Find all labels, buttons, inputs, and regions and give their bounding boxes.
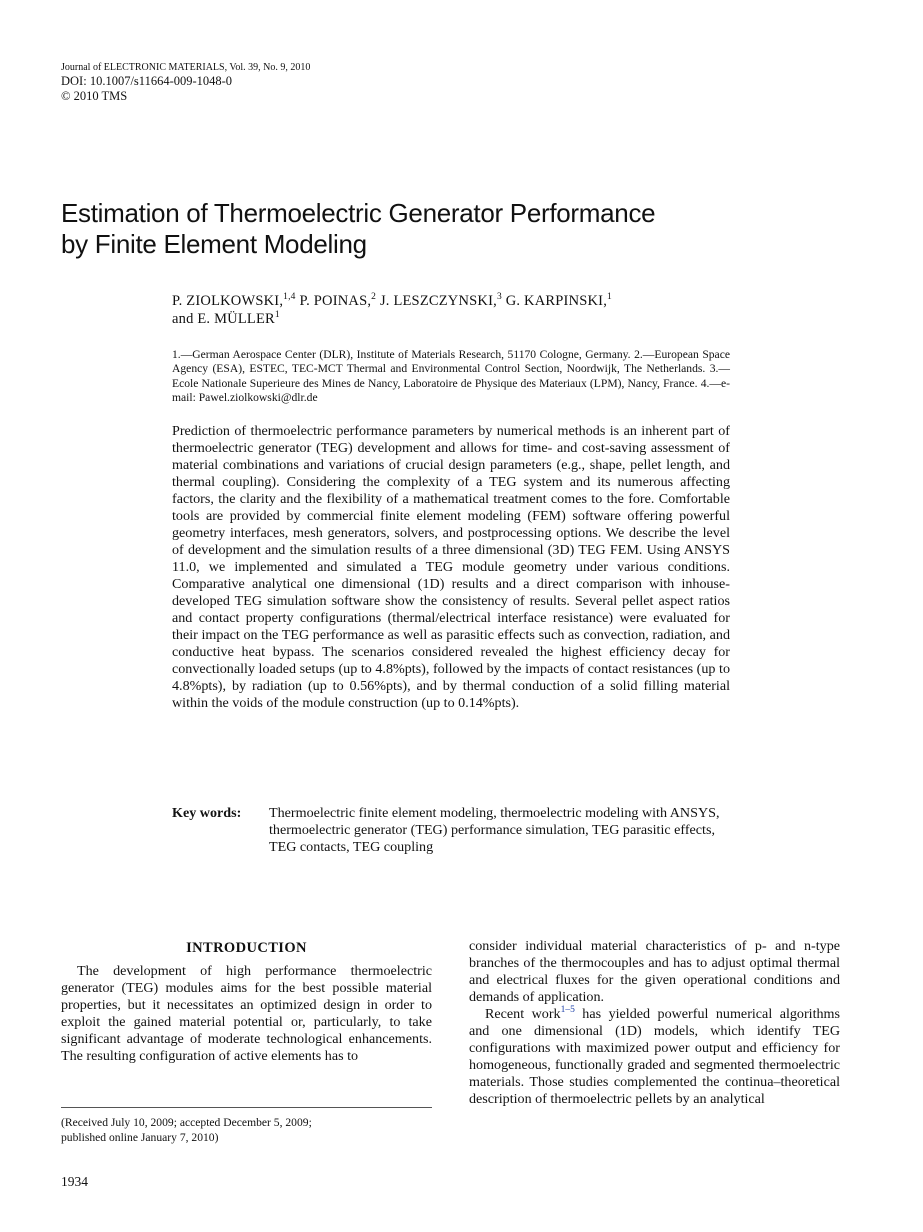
author-2: P. POINAS,$^2$ [299, 292, 377, 309]
intro-paragraph-3: Recent work$^{1-5}$ has yielded powerful numerical algorithms and one dimensional (1D) models, which identify TEG configurations with maximized power output and efficiency for homogeneous, functionally graded and segmented thermoelectric materials. Those studies complemented the continua–theoretical description of thermoelectric pellets by an analytical [469, 1005, 840, 1107]
intro-right-column [469, 938, 840, 1108]
keywords-text: Thermoelectric finite element modeling, thermoelectric modeling with ANSYS, thermoelectric generator (TEG) performance simulation, TEG parasitic effects, TEG contacts, TEG coupling [269, 805, 720, 855]
author-list [172, 292, 732, 328]
journal-header [61, 61, 310, 104]
author-3: J. LESZCZYNSKI,$^3$ [379, 292, 502, 309]
paper-title [61, 198, 781, 260]
author-1: P. ZIOLKOWSKI,$^{1,4}$ [172, 292, 296, 309]
intro-paragraph-1: The development of high performance thermoelectric generator (TEG) modules aims for the best possible material properties, but it necessitates an optimized design in order to exploit the gained material potential or, particularly, to take significant advantage of moderate technological enhancements. The resulting configuration of active elements has to [61, 963, 432, 1064]
doi-text: DOI: 10.1007/s11664-009-1048-0 [61, 74, 233, 88]
abstract: Prediction of thermoelectric performance parameters by numerical methods is an inherent part of thermoelectric generator (TEG) development and allows for time- and cost-saving assessment of material combinations and variations of crucial design parameters (e.g., shape, pellet length, and thermal coupling). Considering the complexity of a TEG system and its numerous affecting factors, the clarity and the flexibility of a mathematical treatment comes to the fore. Comfortable tools are provided by commercial finite element modeling (FEM) software offering powerful geometry interfaces, mesh generators, solvers, and postprocessing options. We describe the level of development and the simulation results of a three dimensional (3D) TEG FEM. Using ANSYS 11.0, we implemented and simulated a TEG module geometry under various conditions. Comparative analytical one dimensional (1D) results and a direct comparison with inhouse-developed TEG simulation software show the consistency of results. Several pellet aspect ratios and contact property configurations (thermal/electrical interface resistance) were evaluated for their impact on the TEG performance as well as parasitic effects such as convection, radiation, and conductive heat bypass. The scenarios considered revealed the highest efficiency decay for convectionally loaded setups (up to 4.8%pts), followed by the impacts of contact resistances (up to 4.8%pts), by radiation (up to 0.56%pts), and by thermal conduction of a solid filling material within the voids of the module construction (up to 0.14%pts). [172, 423, 730, 711]
keywords [172, 805, 732, 855]
affiliations: 1.—German Aerospace Center (DLR), Institute of Materials Research, 51170 Cologne, Germany. 2.—European Space Agency (ESA), ESTEC, TEC-MCT Thermal and Environmental Control Section, Noordwijk, The Netherlands. 3.—Ecole Nationale Superieure des Mines de Nancy, Laboratoire de Physique des Materiaux (LPM), Nancy, France. 4.—e-mail: Pawel.ziolkowski@dlr.de [172, 348, 730, 404]
copyright-text: © 2010 TMS [61, 89, 128, 103]
title-line-1: Estimation of Thermoelectric Generator Performance [61, 198, 656, 228]
page-number: 1934 [61, 1174, 88, 1189]
received-footnote: (Received July 10, 2009; accepted December 5, 2009; published online January 7, 2010) [61, 1116, 312, 1144]
journal-citation: Journal of ELECTRONIC MATERIALS, Vol. 39, No. 9, 2010 [61, 62, 311, 73]
keywords-label: Key words: [172, 805, 242, 821]
reference-link[interactable]: 1–5 [560, 1005, 575, 1015]
intro-left-column [61, 940, 432, 1065]
title-line-2: by Finite Element Modeling [61, 229, 367, 259]
footnote-divider [61, 1107, 432, 1108]
intro-paragraph-2: consider individual material characteristics of p- and n-type branches of the thermocouples and has to adjust optimal thermal and electrical fluxes for the given operational conditions and demands of application. [469, 938, 840, 1005]
author-4: G. KARPINSKI,$^1$ [505, 292, 612, 309]
section-heading-introduction: INTRODUCTION [186, 940, 307, 956]
author-5: and E. MÜLLER$^1$ [172, 310, 280, 327]
